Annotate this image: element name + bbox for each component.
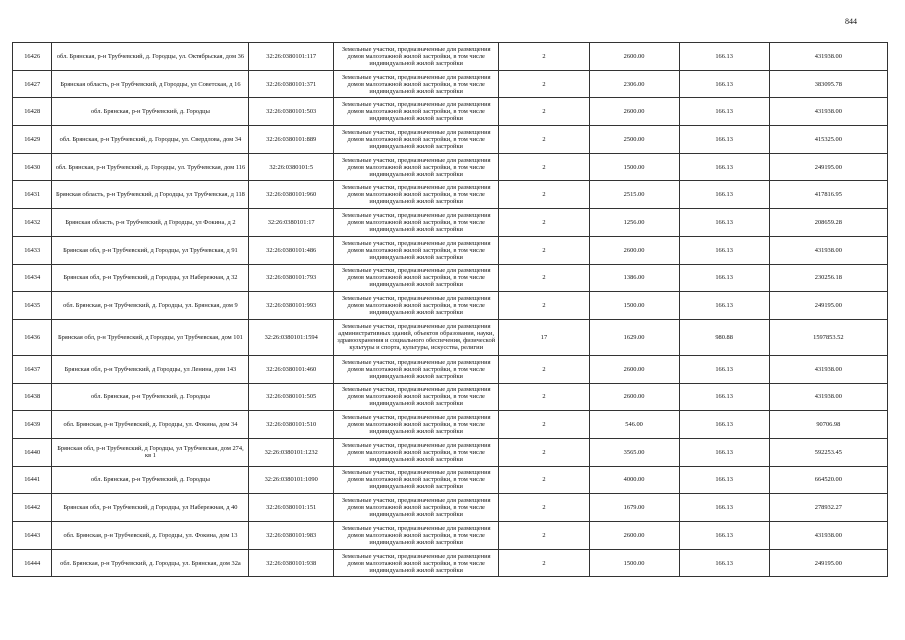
cadastral-value-cell: 431938.00 <box>769 522 887 550</box>
cadastral-number-cell: 32:26:0380101:983 <box>249 522 333 550</box>
address-cell: обл. Брянская, р-н Трубчевский, д. Городцы, ул. Брянская, дом 9 <box>52 292 249 320</box>
area-cell: 2600.00 <box>589 236 679 264</box>
row-id-cell: 16441 <box>13 466 52 494</box>
cadastral-number-cell: 32:26:0380101:889 <box>249 126 333 154</box>
table-row <box>13 126 888 154</box>
specific-value-cell: 166.13 <box>679 98 769 126</box>
specific-value-cell: 166.13 <box>679 153 769 181</box>
cadastral-number-cell: 32:26:0380101:960 <box>249 181 333 209</box>
land-purpose-cell: Земельные участки, предназначенные для размещения домов малоэтажной жилой застройки, в том числе индивидуальной жилой застройки <box>333 70 499 98</box>
land-purpose-cell: Земельные участки, предназначенные для размещения домов малоэтажной жилой застройки, в том числе индивидуальной жилой застройки <box>333 411 499 439</box>
cadastral-value-cell: 90706.98 <box>769 411 887 439</box>
group-cell: 2 <box>499 383 589 411</box>
address-cell: обл. Брянская, р-н Трубчевский, д. Городцы, ул. Октябрьская, дом 36 <box>52 43 249 71</box>
table-row <box>13 383 888 411</box>
land-purpose-cell: Земельные участки, предназначенные для размещения домов малоэтажной жилой застройки, в том числе индивидуальной жилой застройки <box>333 98 499 126</box>
specific-value-cell: 980.88 <box>679 319 769 355</box>
cadastral-number-cell: 32:26:0380101:486 <box>249 236 333 264</box>
row-id-cell: 16439 <box>13 411 52 439</box>
address-cell: Брянская обл, р-н Трубчевский, д Городцы, ул Набережная, д 40 <box>52 494 249 522</box>
row-id-cell: 16431 <box>13 181 52 209</box>
area-cell: 1500.00 <box>589 549 679 577</box>
area-cell: 1629.00 <box>589 319 679 355</box>
land-purpose-cell: Земельные участки, предназначенные для размещения домов малоэтажной жилой застройки, в том числе индивидуальной жилой застройки <box>333 43 499 71</box>
table-row <box>13 292 888 320</box>
table-row <box>13 466 888 494</box>
area-cell: 2600.00 <box>589 43 679 71</box>
specific-value-cell: 166.13 <box>679 466 769 494</box>
row-id-cell: 16427 <box>13 70 52 98</box>
row-id-cell: 16426 <box>13 43 52 71</box>
area-cell: 2306.00 <box>589 70 679 98</box>
area-cell: 2515.00 <box>589 181 679 209</box>
area-cell: 1500.00 <box>589 292 679 320</box>
group-cell: 2 <box>499 98 589 126</box>
land-purpose-cell: Земельные участки, предназначенные для размещения домов малоэтажной жилой застройки, в том числе индивидуальной жилой застройки <box>333 522 499 550</box>
specific-value-cell: 166.13 <box>679 43 769 71</box>
group-cell: 2 <box>499 292 589 320</box>
group-cell: 2 <box>499 494 589 522</box>
group-cell: 2 <box>499 522 589 550</box>
cadastral-number-cell: 32:26:0380101:1232 <box>249 438 333 466</box>
cadastral-number-cell: 32:26:0380101:460 <box>249 355 333 383</box>
cadastral-number-cell: 32:26:0380101:993 <box>249 292 333 320</box>
row-id-cell: 16435 <box>13 292 52 320</box>
cadastral-value-cell: 208659.28 <box>769 209 887 237</box>
land-purpose-cell: Земельные участки, предназначенные для размещения домов малоэтажной жилой застройки, в том числе индивидуальной жилой застройки <box>333 549 499 577</box>
area-cell: 2600.00 <box>589 355 679 383</box>
table-row <box>13 98 888 126</box>
land-purpose-cell: Земельные участки, предназначенные для размещения домов малоэтажной жилой застройки, в том числе индивидуальной жилой застройки <box>333 181 499 209</box>
table-row <box>13 153 888 181</box>
cadastral-number-cell: 32:26:0380101:793 <box>249 264 333 292</box>
address-cell: обл. Брянская, р-н Трубчевский, д. Городцы, ул. Трубчевская, дом 116 <box>52 153 249 181</box>
address-cell: Брянская область, р-н Трубчевский, д Городцы, ул Советская, д 16 <box>52 70 249 98</box>
group-cell: 2 <box>499 355 589 383</box>
cadastral-value-cell: 249195.00 <box>769 549 887 577</box>
specific-value-cell: 166.13 <box>679 264 769 292</box>
cadastral-value-cell: 592253.45 <box>769 438 887 466</box>
cadastral-number-cell: 32:26:0380101:1594 <box>249 319 333 355</box>
row-id-cell: 16443 <box>13 522 52 550</box>
address-cell: обл. Брянская, р-н Трубчевский, д. Городцы, ул. Свердлова, дом 34 <box>52 126 249 154</box>
group-cell: 2 <box>499 411 589 439</box>
land-purpose-cell: Земельные участки, предназначенные для размещения домов малоэтажной жилой застройки, в том числе индивидуальной жилой застройки <box>333 494 499 522</box>
area-cell: 2600.00 <box>589 98 679 126</box>
cadastral-value-cell: 664520.00 <box>769 466 887 494</box>
table-row <box>13 522 888 550</box>
address-cell: Брянская область, р-н Трубчевский, д Городцы, ул Трубчевская, д 118 <box>52 181 249 209</box>
address-cell: обл. Брянская, р-н Трубчевский, д. Городцы, ул. Фокина, дом 34 <box>52 411 249 439</box>
group-cell: 2 <box>499 43 589 71</box>
group-cell: 2 <box>499 181 589 209</box>
specific-value-cell: 166.13 <box>679 70 769 98</box>
area-cell: 2600.00 <box>589 383 679 411</box>
group-cell: 2 <box>499 153 589 181</box>
table-row <box>13 319 888 355</box>
row-id-cell: 16438 <box>13 383 52 411</box>
cadastral-number-cell: 32:26:0380101:505 <box>249 383 333 411</box>
cadastral-number-cell: 32:26:0380101:117 <box>249 43 333 71</box>
land-purpose-cell: Земельные участки, предназначенные для размещения домов малоэтажной жилой застройки, в том числе индивидуальной жилой застройки <box>333 292 499 320</box>
group-cell: 2 <box>499 264 589 292</box>
cadastral-number-cell: 32:26:0380101:17 <box>249 209 333 237</box>
row-id-cell: 16444 <box>13 549 52 577</box>
table-row <box>13 549 888 577</box>
land-purpose-cell: Земельные участки, предназначенные для размещения домов малоэтажной жилой застройки, в том числе индивидуальной жилой застройки <box>333 264 499 292</box>
row-id-cell: 16442 <box>13 494 52 522</box>
cadastral-value-cell: 431938.00 <box>769 98 887 126</box>
cadastral-value-cell: 249195.00 <box>769 292 887 320</box>
table-row <box>13 181 888 209</box>
land-purpose-cell: Земельные участки, предназначенные для размещения административных зданий, объектов образования, науки, здравоохранения и социального обеспечения, физической культуры и спорта, культуры, искусства, религии <box>333 319 499 355</box>
table-body <box>13 43 888 577</box>
specific-value-cell: 166.13 <box>679 355 769 383</box>
address-cell: Брянская обл, р-н Трубчевский, д Городцы, ул Набережная, д 32 <box>52 264 249 292</box>
table-row <box>13 70 888 98</box>
cadastral-table <box>12 42 888 577</box>
area-cell: 1256.00 <box>589 209 679 237</box>
land-purpose-cell: Земельные участки, предназначенные для размещения домов малоэтажной жилой застройки, в том числе индивидуальной жилой застройки <box>333 383 499 411</box>
group-cell: 2 <box>499 549 589 577</box>
row-id-cell: 16434 <box>13 264 52 292</box>
table-row <box>13 411 888 439</box>
row-id-cell: 16432 <box>13 209 52 237</box>
cadastral-number-cell: 32:26:0380101:1090 <box>249 466 333 494</box>
cadastral-value-cell: 431938.00 <box>769 355 887 383</box>
cadastral-number-cell: 32:26:0380101:503 <box>249 98 333 126</box>
specific-value-cell: 166.13 <box>679 494 769 522</box>
specific-value-cell: 166.13 <box>679 411 769 439</box>
area-cell: 1500.00 <box>589 153 679 181</box>
table-row <box>13 209 888 237</box>
cadastral-number-cell: 32:26:0380101:510 <box>249 411 333 439</box>
group-cell: 2 <box>499 438 589 466</box>
cadastral-value-cell: 249195.00 <box>769 153 887 181</box>
cadastral-value-cell: 1597853.52 <box>769 319 887 355</box>
area-cell: 2500.00 <box>589 126 679 154</box>
specific-value-cell: 166.13 <box>679 438 769 466</box>
specific-value-cell: 166.13 <box>679 383 769 411</box>
area-cell: 1386.00 <box>589 264 679 292</box>
cadastral-value-cell: 431938.00 <box>769 43 887 71</box>
address-cell: обл. Брянская, р-н Трубчевский, д. Городцы <box>52 466 249 494</box>
group-cell: 2 <box>499 126 589 154</box>
specific-value-cell: 166.13 <box>679 209 769 237</box>
cadastral-number-cell: 32:26:0380101:5 <box>249 153 333 181</box>
land-purpose-cell: Земельные участки, предназначенные для размещения домов малоэтажной жилой застройки, в том числе индивидуальной жилой застройки <box>333 153 499 181</box>
group-cell: 2 <box>499 466 589 494</box>
specific-value-cell: 166.13 <box>679 549 769 577</box>
specific-value-cell: 166.13 <box>679 181 769 209</box>
cadastral-value-cell: 278932.27 <box>769 494 887 522</box>
land-purpose-cell: Земельные участки, предназначенные для размещения домов малоэтажной жилой застройки, в том числе индивидуальной жилой застройки <box>333 236 499 264</box>
row-id-cell: 16433 <box>13 236 52 264</box>
land-purpose-cell: Земельные участки, предназначенные для размещения домов малоэтажной жилой застройки, в том числе индивидуальной жилой застройки <box>333 126 499 154</box>
area-cell: 546.00 <box>589 411 679 439</box>
address-cell: Брянская обл, р-н Трубчевский, д Городцы, ул Трубчевская, дом 101 <box>52 319 249 355</box>
area-cell: 1679.00 <box>589 494 679 522</box>
address-cell: Брянская обл, р-н Трубчевский, д Городцы, ул Трубчевская, дом 274, кв 1 <box>52 438 249 466</box>
group-cell: 2 <box>499 209 589 237</box>
row-id-cell: 16429 <box>13 126 52 154</box>
group-cell: 2 <box>499 70 589 98</box>
specific-value-cell: 166.13 <box>679 292 769 320</box>
cadastral-value-cell: 230256.18 <box>769 264 887 292</box>
area-cell: 3565.00 <box>589 438 679 466</box>
table-row <box>13 494 888 522</box>
group-cell: 17 <box>499 319 589 355</box>
address-cell: обл. Брянская, р-н Трубчевский, д. Городцы, ул. Фокина, дом 13 <box>52 522 249 550</box>
cadastral-value-cell: 383095.78 <box>769 70 887 98</box>
cadastral-number-cell: 32:26:0380101:938 <box>249 549 333 577</box>
specific-value-cell: 166.13 <box>679 522 769 550</box>
area-cell: 4000.00 <box>589 466 679 494</box>
address-cell: обл. Брянская, р-н Трубчевский, д. Городцы, ул. Брянская, дом 32а <box>52 549 249 577</box>
table-row <box>13 43 888 71</box>
cadastral-value-cell: 415325.00 <box>769 126 887 154</box>
area-cell: 2600.00 <box>589 522 679 550</box>
land-purpose-cell: Земельные участки, предназначенные для размещения домов малоэтажной жилой застройки, в том числе индивидуальной жилой застройки <box>333 466 499 494</box>
address-cell: Брянская обл, р-н Трубчевский, д Городцы, ул Трубчевская, д 91 <box>52 236 249 264</box>
address-cell: обл. Брянская, р-н Трубчевский, д. Городцы <box>52 98 249 126</box>
row-id-cell: 16436 <box>13 319 52 355</box>
table-row <box>13 355 888 383</box>
land-purpose-cell: Земельные участки, предназначенные для размещения домов малоэтажной жилой застройки, в том числе индивидуальной жилой застройки <box>333 209 499 237</box>
table-row <box>13 236 888 264</box>
row-id-cell: 16437 <box>13 355 52 383</box>
cadastral-number-cell: 32:26:0380101:371 <box>249 70 333 98</box>
specific-value-cell: 166.13 <box>679 236 769 264</box>
cadastral-value-cell: 431938.00 <box>769 236 887 264</box>
specific-value-cell: 166.13 <box>679 126 769 154</box>
address-cell: обл. Брянская, р-н Трубчевский, д. Городцы <box>52 383 249 411</box>
cadastral-value-cell: 431938.00 <box>769 383 887 411</box>
cadastral-number-cell: 32:26:0380101:151 <box>249 494 333 522</box>
row-id-cell: 16430 <box>13 153 52 181</box>
cadastral-value-cell: 417816.95 <box>769 181 887 209</box>
page-number: 844 <box>845 17 857 26</box>
address-cell: Брянская область, р-н Трубчевский, д Городцы, ул Фокина, д 2 <box>52 209 249 237</box>
table-row <box>13 438 888 466</box>
row-id-cell: 16440 <box>13 438 52 466</box>
address-cell: Брянская обл, р-н Трубчевский, д Городцы, ул Ленина, дом 143 <box>52 355 249 383</box>
land-purpose-cell: Земельные участки, предназначенные для размещения домов малоэтажной жилой застройки, в том числе индивидуальной жилой застройки <box>333 355 499 383</box>
row-id-cell: 16428 <box>13 98 52 126</box>
table-row <box>13 264 888 292</box>
group-cell: 2 <box>499 236 589 264</box>
land-purpose-cell: Земельные участки, предназначенные для размещения домов малоэтажной жилой застройки, в том числе индивидуальной жилой застройки <box>333 438 499 466</box>
